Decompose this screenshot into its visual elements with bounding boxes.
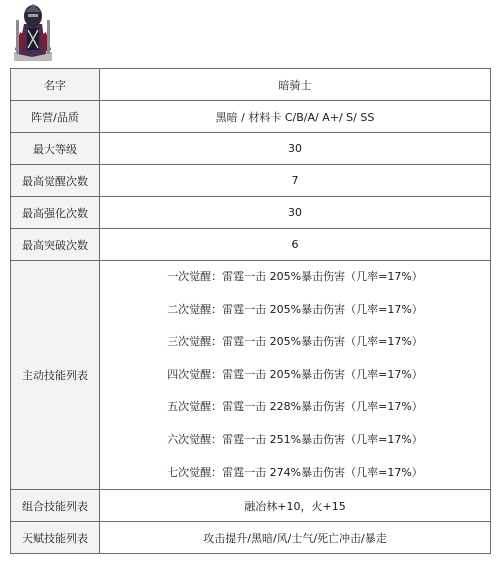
table-row-active-skills	[11, 261, 491, 490]
list-item: 三次觉醒：雷霆一击 205%暴击伤害（几率=17%）	[167, 335, 423, 349]
table-row-talent-skills	[11, 522, 491, 554]
list-item: 六次觉醒：雷霆一击 251%暴击伤害（几率=17%）	[167, 432, 423, 446]
table-row	[11, 69, 491, 101]
row-label: 最大等级	[11, 133, 100, 165]
table-row	[11, 229, 491, 261]
row-value: 7	[100, 165, 491, 197]
row-label: 组合技能列表	[11, 490, 100, 522]
table-row	[11, 165, 491, 197]
row-label: 阵营/品质	[11, 101, 100, 133]
row-value: 30	[100, 133, 491, 165]
table-row	[11, 197, 491, 229]
table-row	[11, 101, 491, 133]
row-value: 黑暗 / 材料卡 C/B/A/ A+/ S/ SS	[100, 101, 491, 133]
table-row-combo-skills	[11, 490, 491, 522]
list-item: 五次觉醒：雷霆一击 228%暴击伤害（几率=17%）	[167, 400, 423, 414]
active-skills-list	[100, 261, 490, 489]
table-row	[11, 133, 491, 165]
list-item: 一次觉醒：雷霆一击 205%暴击伤害（几率=17%）	[167, 270, 423, 283]
row-value: 6	[100, 229, 491, 261]
row-label: 最高觉醒次数	[11, 165, 100, 197]
row-value: 30	[100, 197, 491, 229]
row-label: 最高强化次数	[11, 197, 100, 229]
list-item: 四次觉醒：雷霆一击 205%暴击伤害（几率=17%）	[167, 367, 423, 381]
character-info-table	[10, 68, 491, 554]
row-label: 最高突破次数	[11, 229, 100, 261]
row-value: 攻击提升/黑暗/风/士气/死亡冲击/暴走	[100, 522, 491, 554]
row-label: 名字	[11, 69, 100, 101]
dark-knight-portrait-icon	[10, 2, 56, 62]
list-item: 二次觉醒：雷霆一击 205%暴击伤害（几率=17%）	[167, 302, 423, 316]
row-label: 天赋技能列表	[11, 522, 100, 554]
row-label: 主动技能列表	[11, 261, 100, 490]
list-item: 七次觉醒：雷霆一击 274%暴击伤害（几率=17%）	[167, 465, 423, 479]
row-value: 融冶林+10，火+15	[100, 490, 491, 522]
active-skills-cell	[100, 261, 491, 490]
row-value: 暗骑士	[100, 69, 491, 101]
